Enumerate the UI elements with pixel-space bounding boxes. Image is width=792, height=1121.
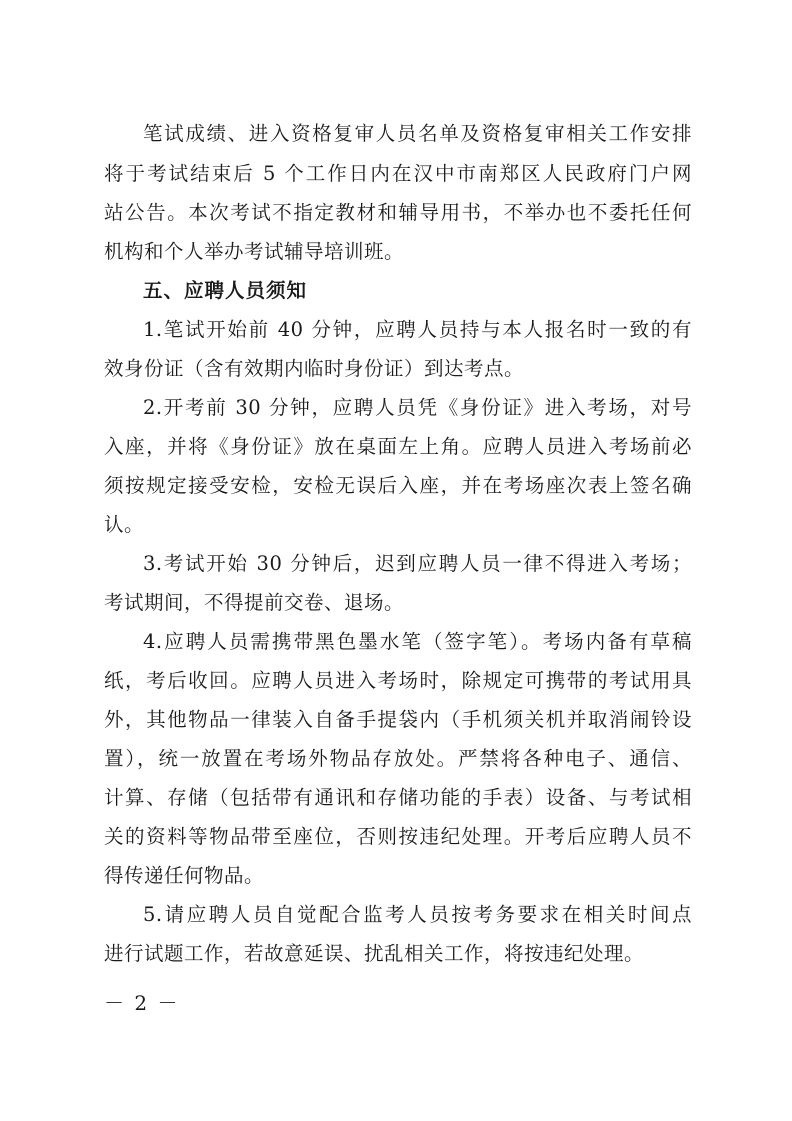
item-line: 4.应聘人员需携带黑色墨水笔（签字笔）。考场内备有草稿 [143, 630, 692, 653]
section-heading: 五、应聘人员须知 [143, 279, 308, 302]
item-line: 外，其他物品一律装入自备手提袋内（手机须关机并取消闹铃设 [104, 708, 692, 731]
item-line: 置），统一放置在考场外物品存放处。严禁将各种电子、通信、 [104, 747, 692, 770]
item-line: 计算、存储（包括带有通讯和存储功能的手表）设备、与考试相 [104, 786, 692, 809]
item-line: 纸，考后收回。应聘人员进入考场时，除规定可携带的考试用具 [104, 669, 692, 692]
item-line: 3.考试开始 30 分钟后，迟到应聘人员一律不得进入考场； [143, 552, 692, 575]
paragraph-line: 将于考试结束后 5 个工作日内在汉中市南郑区人民政府门户网 [104, 162, 692, 185]
item-line: 须按规定接受安检，安检无误后入座，并在考场座次表上签名确 [104, 474, 692, 497]
paragraph-line: 笔试成绩、进入资格复审人员名单及资格复审相关工作安排 [143, 122, 692, 145]
item-line: 得传递任何物品。 [104, 864, 265, 887]
item-line: 1.笔试开始前 40 分钟，应聘人员持与本人报名时一致的有 [143, 318, 692, 341]
item-line: 5.请应聘人员自觉配合监考人员按考务要求在相关时间点 [143, 903, 692, 926]
paragraph-line: 站公告。本次考试不指定教材和辅导用书，不举办也不委托任何 [104, 201, 692, 224]
item-line: 关的资料等物品带至座位，否则按违纪处理。开考后应聘人员不 [104, 825, 692, 848]
paragraph-line: 机构和个人举办考试辅导培训班。 [104, 240, 405, 263]
item-line: 入座，并将《身份证》放在桌面左上角。应聘人员进入考场前必 [104, 435, 692, 458]
item-line: 效身份证（含有效期内临时身份证）到达考点。 [104, 357, 525, 380]
page-number: － 2 － [104, 991, 180, 1015]
item-line: 2.开考前 30 分钟，应聘人员凭《身份证》进入考场，对号 [143, 396, 692, 419]
item-line: 进行试题工作，若故意延误、扰乱相关工作，将按违纪处理。 [104, 942, 645, 965]
item-line: 考试期间，不得提前交卷、退场。 [104, 591, 405, 614]
item-line: 认。 [104, 513, 145, 536]
